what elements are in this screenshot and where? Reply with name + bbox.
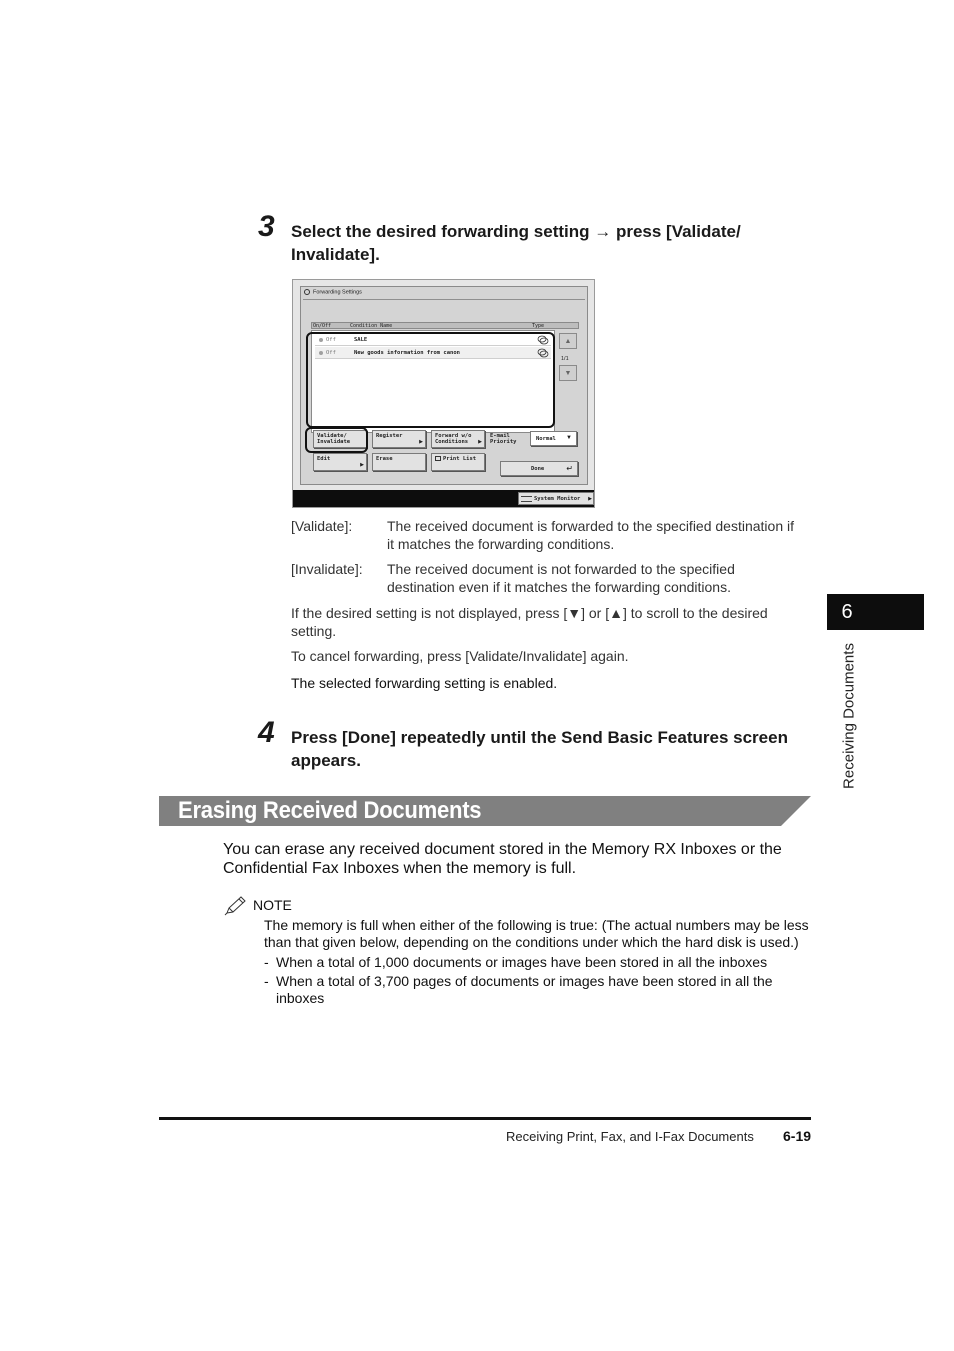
list-item [264, 954, 269, 971]
screen-title-text: Forwarding Settings [313, 289, 362, 296]
enter-icon: ↵ [566, 464, 573, 473]
triangle-right-icon: ▶ [419, 439, 423, 445]
printer-icon [435, 456, 441, 461]
col-type: Type [532, 323, 545, 329]
page-number: 6-19 [783, 1128, 812, 1144]
footer-rule [159, 1117, 811, 1120]
chevron-down-icon: ▼ [566, 435, 572, 441]
button-label: Print List [443, 456, 477, 462]
note-body [264, 917, 809, 951]
definition-text [387, 517, 794, 553]
list-item-text [276, 973, 773, 1007]
email-priority-label [490, 433, 517, 445]
note-line: setting. [291, 623, 337, 639]
priority-select[interactable] [530, 431, 577, 446]
triangle-right-icon: ▶ [478, 439, 482, 445]
button-highlight-callout [305, 427, 368, 453]
button-label: Done [531, 466, 545, 472]
erase-button[interactable] [372, 453, 426, 471]
bullet-dash: - [264, 954, 269, 970]
page-indicator: 1/1 [561, 356, 569, 362]
row-status: Off [326, 350, 336, 356]
bullet-dash: - [264, 973, 269, 989]
col-on-off: On/Off [313, 323, 332, 329]
priority-value: Normal [536, 436, 556, 442]
screen-title [304, 289, 362, 295]
step-instruction [291, 220, 741, 266]
definition-term: [Invalidate]: [291, 561, 363, 577]
title-divider [303, 299, 585, 300]
button-label: Validate/ [317, 433, 347, 439]
system-monitor-label: System Monitor [534, 496, 581, 502]
list-highlight-callout [306, 332, 555, 428]
list-item-text [276, 954, 767, 971]
list-item [264, 973, 269, 990]
bullet-line: inboxes [276, 990, 325, 1006]
intro-line: You can erase any received document stored in the Memory RX Inboxes or the [223, 841, 782, 858]
status-bar [293, 490, 594, 507]
triangle-up-icon: ▲ [564, 338, 572, 345]
register-button[interactable] [372, 430, 426, 448]
definition-line: it matches the forwarding conditions. [387, 536, 615, 552]
triangle-down-icon: ▼ [564, 370, 572, 377]
list-header [311, 322, 579, 329]
step-instruction [291, 726, 788, 772]
step-number: 4 [258, 716, 275, 749]
definition-line: The received document is not forwarded to the specified [387, 561, 735, 577]
row-name: New goods information from canon [354, 350, 460, 356]
chapter-number: 6 [841, 601, 853, 623]
touch-panel [300, 286, 588, 485]
button-label: Edit [317, 456, 331, 462]
intro-line: Confidential Fax Inboxes when the memory is full. [223, 860, 577, 877]
button-label: Invalidate [317, 439, 351, 445]
scroll-down-button[interactable] [559, 365, 577, 381]
forwarding-settings-screenshot [292, 279, 595, 508]
monitor-icon [521, 496, 532, 502]
button-label: Register [376, 433, 403, 439]
label-line: E-mail [490, 433, 510, 439]
system-monitor-button[interactable] [518, 492, 594, 505]
section-intro [223, 840, 782, 878]
triangle-right-icon: ▶ [360, 462, 364, 468]
note-label: NOTE [253, 897, 292, 913]
bullet-line: When a total of 3,700 pages of documents or images have been stored in all the [276, 973, 773, 989]
section-title: Erasing Received Documents [178, 797, 482, 824]
edit-button[interactable] [313, 453, 367, 471]
triangle-right-icon: ▶ [588, 496, 592, 502]
pencil-icon [224, 895, 248, 917]
col-condition-name: Condition Name [350, 323, 393, 329]
forward-icon [304, 289, 310, 295]
done-button[interactable] [500, 461, 578, 476]
definition-term: [Validate]: [291, 518, 353, 534]
definition-line: The received document is forwarded to the specified destination if [387, 518, 795, 534]
note-line: The memory is full when either of the following is true: (The actual numbers may be less [264, 917, 809, 933]
forward-without-conditions-button[interactable] [431, 430, 485, 448]
label-line: Priority [490, 439, 517, 445]
button-label: Conditions [435, 439, 469, 445]
step-instruction-line: appears. [291, 751, 361, 770]
row-name: SALE [354, 337, 368, 343]
scroll-note [291, 604, 768, 640]
chapter-label: Receiving Documents [840, 643, 858, 789]
note-line: If the desired setting is not displayed, press [▼] or [▲] to scroll to the desired [291, 605, 768, 621]
note-line: than that given below, depending on the conditions under which the hard disk is used.) [264, 934, 799, 950]
button-label: Forward w/o [435, 433, 472, 439]
step-instruction-line: Invalidate]. [291, 245, 380, 264]
step-number: 3 [258, 210, 275, 243]
footer-title: Receiving Print, Fax, and I-Fax Documents [506, 1129, 754, 1144]
definition-text [387, 560, 735, 596]
bullet-line: When a total of 1,000 documents or images have been stored in all the inboxes [276, 954, 768, 970]
scroll-up-button[interactable] [559, 333, 577, 349]
definition-line: destination even if it matches the forwarding conditions. [387, 579, 731, 595]
button-label: Erase [376, 456, 393, 462]
row-status: Off [326, 337, 336, 343]
step-instruction-line: Press [Done] repeatedly until the Send Basic Features screen [291, 728, 788, 747]
cancel-note: To cancel forwarding, press [Validate/Invalidate] again. [291, 648, 629, 664]
result-text: The selected forwarding setting is enabled. [291, 675, 558, 691]
step-instruction-line: Select the desired forwarding setting → press [Validate/ [291, 222, 741, 241]
print-list-button[interactable] [431, 453, 485, 471]
